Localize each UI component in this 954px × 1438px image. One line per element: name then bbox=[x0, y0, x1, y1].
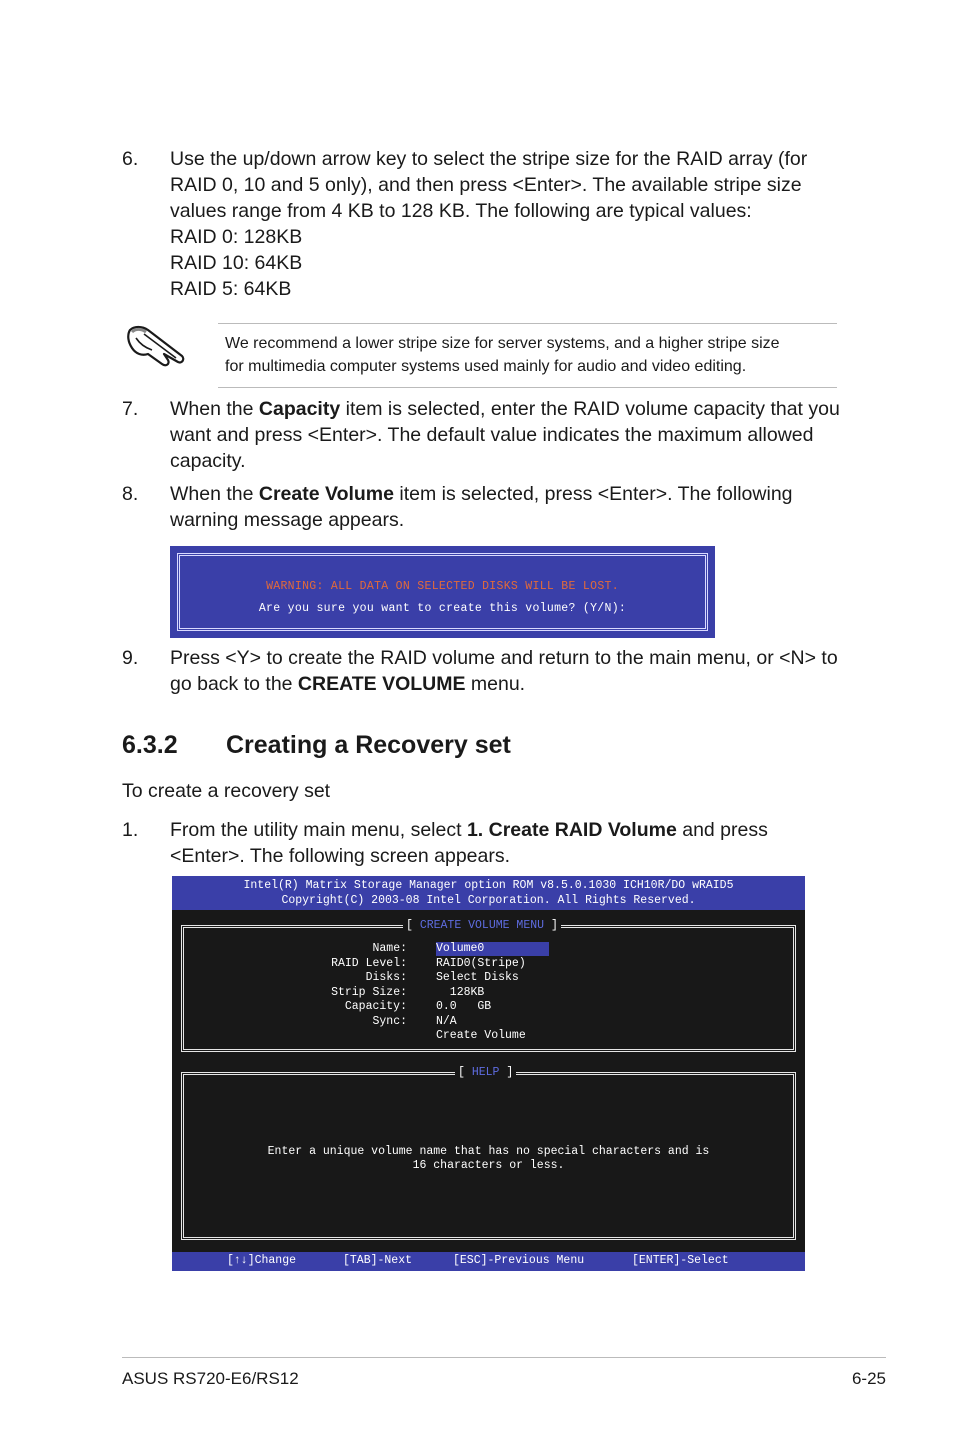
section-title: Creating a Recovery set bbox=[226, 731, 511, 759]
warning-text: WARNING: ALL DATA ON SELECTED DISKS WILL BE LOST. bbox=[266, 580, 619, 593]
field-value: N/A bbox=[436, 1015, 457, 1028]
key-change: [↑↓]Change bbox=[227, 1254, 297, 1267]
step-9-line-2 bbox=[170, 671, 838, 697]
bios-key-bar bbox=[172, 1252, 805, 1271]
warning-dialog bbox=[170, 546, 715, 638]
bold-term: 1. Create RAID Volume bbox=[466, 819, 677, 841]
field-label: Strip Size: bbox=[331, 986, 407, 999]
field-strip-size[interactable] bbox=[184, 986, 793, 1000]
text: When the bbox=[170, 398, 259, 420]
step-6-line-1: Use the up/down arrow key to select the stripe size for the RAID array (for bbox=[170, 148, 808, 170]
step-number: 9. bbox=[122, 647, 139, 669]
footer-product: ASUS RS720-E6/RS12 bbox=[122, 1369, 299, 1388]
text: From the utility main menu, select bbox=[170, 819, 467, 841]
step-8-line-1 bbox=[170, 481, 793, 507]
bios-screen bbox=[172, 876, 805, 1271]
step-7-line-3: capacity. bbox=[170, 450, 246, 472]
step-number: 7. bbox=[122, 398, 139, 420]
text: and press bbox=[676, 819, 768, 841]
bios-header-line-1: Intel(R) Matrix Storage Manager option ROM v8.5.0.1030 ICH10R/DO wRAID5 bbox=[243, 879, 734, 892]
field-label: Sync: bbox=[372, 1015, 407, 1028]
create-volume-menu-title: [ CREATE VOLUME MENU ] bbox=[403, 919, 561, 932]
key-next: [TAB]-Next bbox=[343, 1254, 413, 1267]
step-1-line-2: <Enter>. The following screen appears. bbox=[170, 845, 511, 867]
step-number: 8. bbox=[122, 483, 139, 505]
field-name[interactable] bbox=[184, 942, 793, 956]
step-6-line-3: values range from 4 KB to 128 KB. The following are typical values: bbox=[170, 200, 752, 222]
field-capacity[interactable] bbox=[184, 1000, 793, 1014]
step-6-line-5: RAID 10: 64KB bbox=[170, 252, 303, 274]
step-6-line-6: RAID 5: 64KB bbox=[170, 278, 292, 300]
key-select: [ENTER]-Select bbox=[632, 1254, 729, 1267]
section-intro bbox=[122, 778, 330, 804]
step-6-line-2: RAID 0, 10 and 5 only), and then press <Enter>. The available stripe size bbox=[170, 174, 802, 196]
field-label: Name: bbox=[372, 942, 407, 955]
field-sync[interactable] bbox=[184, 1015, 793, 1029]
section-number: 6.3.2 bbox=[122, 731, 178, 759]
bios-header-line-2: Copyright(C) 2003-08 Intel Corporation. All Rights Reserved. bbox=[281, 894, 696, 907]
create-volume-item[interactable] bbox=[184, 1029, 793, 1043]
footer-divider bbox=[122, 1357, 886, 1358]
field-disks[interactable] bbox=[184, 971, 793, 985]
step-9-line-1: Press <Y> to create the RAID volume and return to the main menu, or <N> to bbox=[170, 647, 838, 669]
field-label: RAID Level: bbox=[331, 957, 407, 970]
step-7-line-1 bbox=[170, 396, 840, 422]
text: item is selected, press <Enter>. The following bbox=[394, 483, 793, 505]
footer-page-number: 6-25 bbox=[851, 1369, 886, 1388]
help-title-text: HELP bbox=[471, 1066, 500, 1079]
step-6-line-4: RAID 0: 128KB bbox=[170, 226, 303, 248]
field-raid-level[interactable] bbox=[184, 957, 793, 971]
field-value: RAID0(Stripe) bbox=[436, 957, 526, 970]
bios-header bbox=[172, 876, 805, 910]
bold-term: CREATE VOLUME bbox=[297, 673, 466, 695]
key-previous-menu: [ESC]-Previous Menu bbox=[453, 1254, 585, 1267]
field-value: 0.0 GB bbox=[436, 1000, 492, 1013]
bold-term: Capacity bbox=[258, 398, 341, 420]
warning-frame bbox=[177, 553, 708, 631]
step-number: 6. bbox=[122, 148, 139, 170]
text: When the bbox=[170, 483, 259, 505]
note-line-2: for multimedia computer systems used mainly for audio and video editing. bbox=[225, 358, 747, 375]
field-label: Disks: bbox=[365, 971, 407, 984]
field-value: Select Disks bbox=[436, 971, 519, 984]
section-heading bbox=[122, 731, 511, 760]
step-7-line-2: want and press <Enter>. The default value indicates the maximum allowed bbox=[170, 424, 814, 446]
create-volume-button[interactable]: Create Volume bbox=[436, 1029, 526, 1042]
intro-text: To create a recovery set bbox=[122, 780, 331, 802]
help-text-line-1: Enter a unique volume name that has no special characters and is bbox=[267, 1145, 710, 1158]
menu-title-text: CREATE VOLUME MENU bbox=[419, 919, 545, 932]
note-line-1: We recommend a lower stripe size for server systems, and a higher stripe size bbox=[225, 335, 780, 352]
name-input[interactable]: Volume0 bbox=[436, 942, 549, 956]
help-text-line-2: 16 characters or less. bbox=[412, 1159, 565, 1172]
help-panel bbox=[181, 1066, 796, 1240]
step-1-line-1 bbox=[170, 817, 768, 843]
text: go back to the bbox=[170, 673, 298, 695]
warning-prompt: Are you sure you want to create this volume? (Y/N): bbox=[258, 602, 627, 615]
text: menu. bbox=[465, 673, 526, 695]
field-value: 128KB bbox=[436, 986, 485, 999]
help-title: [ HELP ] bbox=[455, 1066, 516, 1079]
create-volume-panel bbox=[181, 919, 796, 1052]
note-box bbox=[218, 323, 837, 388]
bold-term: Create Volume bbox=[258, 483, 394, 505]
step-8-line-2: warning message appears. bbox=[170, 509, 405, 531]
field-label: Capacity: bbox=[344, 1000, 407, 1013]
pointing-hand-icon bbox=[124, 320, 186, 370]
text: item is selected, enter the RAID volume capacity that you bbox=[340, 398, 840, 420]
step-number: 1. bbox=[122, 819, 139, 841]
